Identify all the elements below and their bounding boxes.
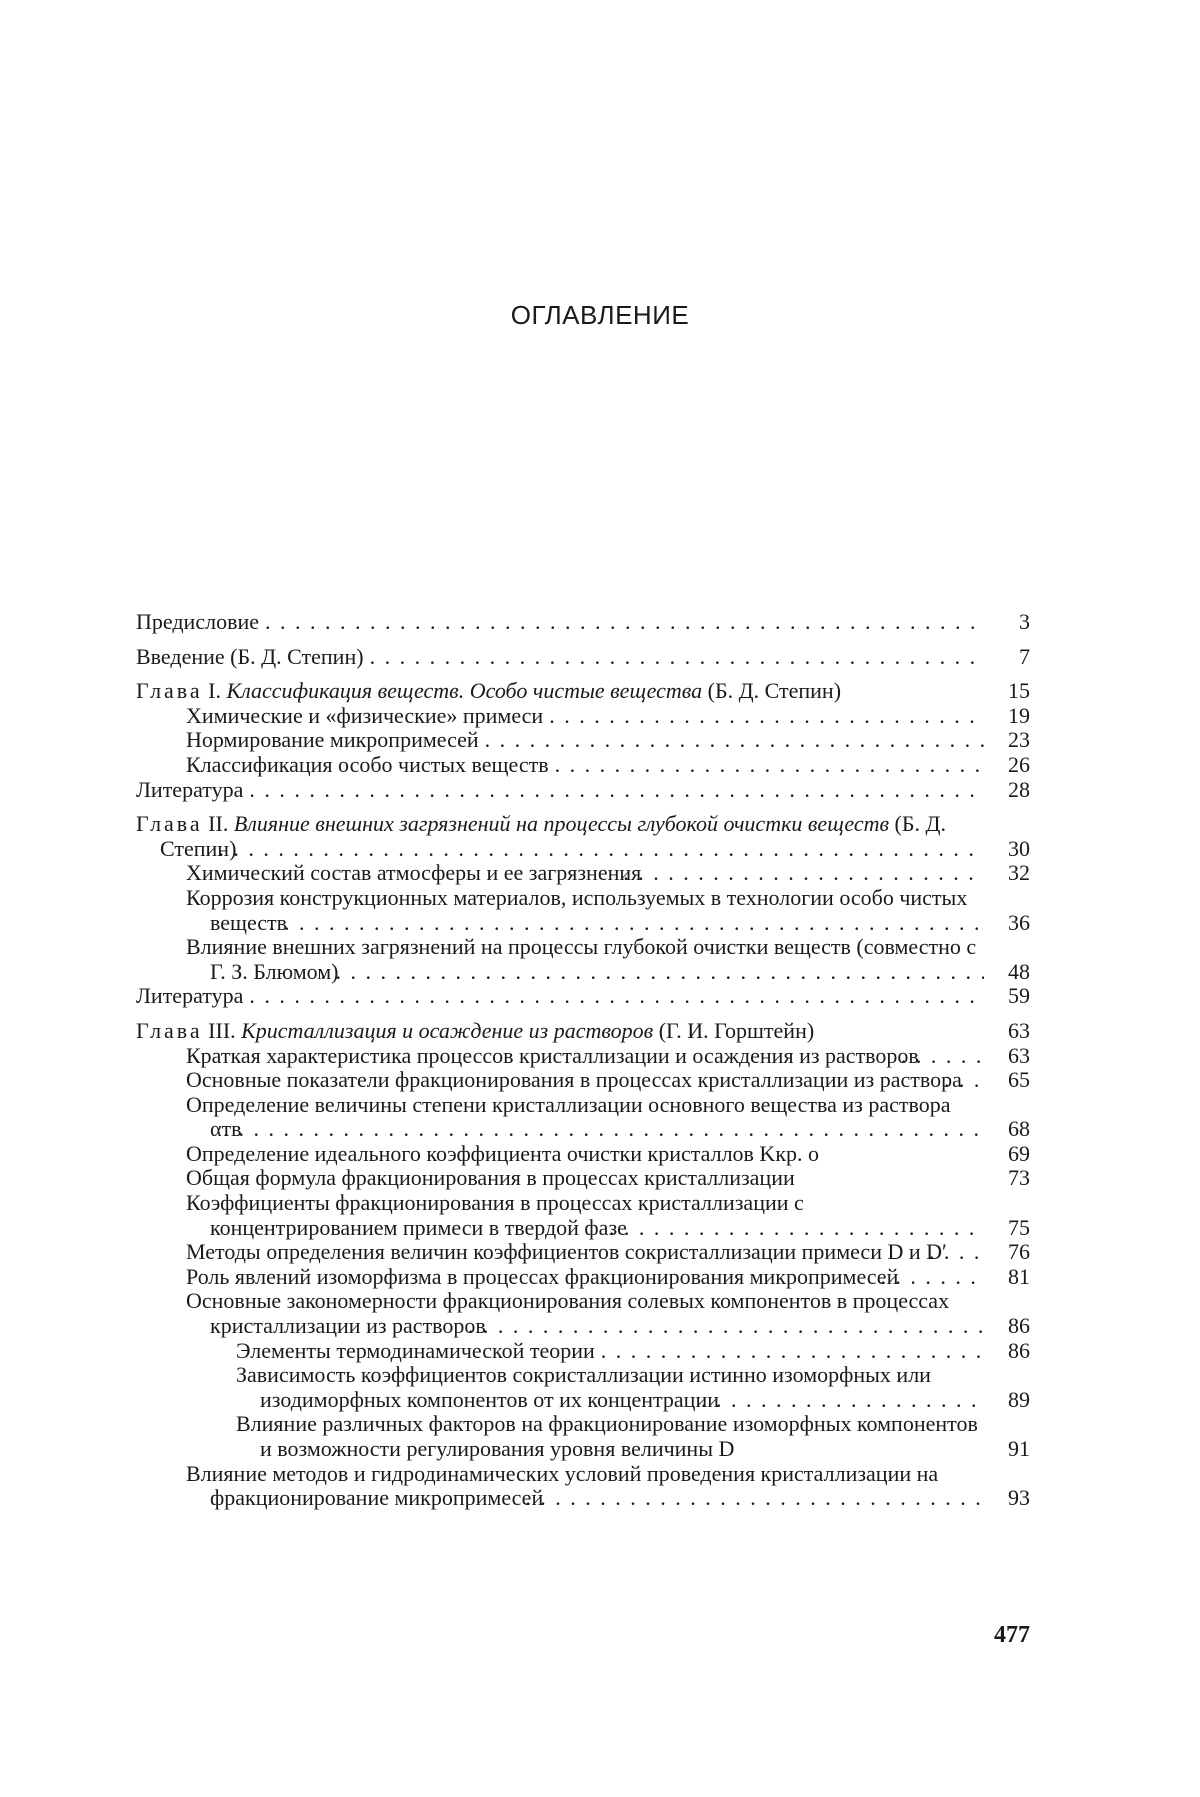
chapter-author: (Г. И. Горштейн) [658,1018,815,1043]
chapter-title: Классификация веществ. Особо чистые вещества [226,679,703,704]
toc-entry-text: Коэффициенты фракционирования в процессах кристаллизации с концентрированием примеси в твердой фазе . . . [186,1191,984,1240]
toc-page-number: 28 [1008,776,1030,802]
toc-page-number: 76 [1008,1239,1030,1265]
toc-entry-text: Элементы термодинамической теории . . . [236,1339,984,1364]
chapter-number: III. [208,1018,236,1043]
toc-entry-text: Химические и «физические» примеси . . . [186,704,984,729]
toc-entry-text: Основные показатели фракционирования в процессах кристаллизации из раствора . . . [186,1068,984,1093]
toc-page-number: 93 [1008,1485,1030,1511]
toc-entry-text [136,1019,984,1044]
page-number: 477 [994,1622,1030,1648]
toc-entry[interactable] [186,1166,1030,1191]
chapter-author: (Б. Д. Степин) [160,812,946,861]
toc-page-number: 3 [1019,609,1030,634]
toc-page-number: 63 [1008,1042,1030,1068]
chapter-prefix: Глава [136,812,203,837]
toc-entry[interactable] [186,1093,1030,1142]
toc-entry[interactable] [186,1289,1030,1338]
toc-page-number: 63 [1008,1017,1030,1043]
toc-page-number: 30 [1008,835,1030,861]
toc-entry-text: Определение величины степени кристаллизации основного вещества из раствора αтв . . . [186,1093,984,1142]
toc-page-number: 75 [1008,1214,1030,1240]
toc-chapter-1[interactable] [136,679,1030,704]
toc-entry[interactable] [186,1240,1030,1265]
toc-entry-literature[interactable] [136,778,1030,803]
toc-entry-text: Основные закономерности фракционирования солевых компонентов в процессах кристаллизации из растворов . . . [186,1289,984,1338]
toc-page-number: 86 [1008,1313,1030,1339]
toc-page-number: 23 [1008,727,1030,753]
toc-entry-text: Введение (Б. Д. Степин) . . . [136,645,984,670]
toc-entry[interactable] [186,861,1030,886]
toc-entry[interactable] [186,753,1030,778]
toc-entry-text: Влияние внешних загрязнений на процессы глубокой очистки веществ (совместно с Г. З. Блюмом) . . . [186,935,984,984]
toc-page-number: 86 [1008,1337,1030,1363]
toc-chapter-3[interactable] [136,1019,1030,1044]
toc-entry[interactable] [186,1068,1030,1093]
toc-page-number: 69 [1008,1140,1030,1166]
chapter-title: Влияние внешних загрязнений на процессы глубокой очистки веществ [233,812,890,837]
toc-entry-text: Коррозия конструкционных материалов, используемых в технологии особо чистых веществ . . . [186,886,984,935]
chapter-prefix: Глава [136,679,203,704]
toc-entry[interactable] [186,728,1030,753]
toc-page-number: 68 [1008,1116,1030,1142]
toc-entry-text [136,679,984,704]
chapter-author: (Б. Д. Степин) [707,679,842,704]
toc-entry[interactable] [186,1044,1030,1069]
toc-page-number: 15 [1008,678,1030,704]
toc-page-number: 7 [1019,643,1030,669]
toc-page-number: 36 [1008,909,1030,935]
toc-page-number: 89 [1008,1386,1030,1412]
toc-entry[interactable] [186,886,1030,935]
toc-entry-text: Краткая характеристика процессов кристаллизации и осаждения из растворов . . . [186,1044,984,1069]
toc-page-number: 19 [1008,702,1030,728]
chapter-title: Кристаллизация и осаждение из растворов [241,1018,654,1043]
toc-entry-text: Влияние методов и гидродинамических условий проведения кристаллизации на фракционирование микропримесей . . . [186,1462,984,1511]
toc-entry[interactable] [186,1462,1030,1511]
toc-entry-text: Классификация особо чистых веществ . . . [186,753,984,778]
toc-page-number: 48 [1008,958,1030,984]
toc-entry[interactable] [186,1191,1030,1240]
toc-subentry[interactable] [236,1339,1030,1364]
toc-entry[interactable] [186,935,1030,984]
toc-entry[interactable] [186,1142,1030,1167]
chapter-prefix: Глава [136,1018,203,1043]
chapter-number: II. [208,812,229,837]
toc-page-number: 81 [1008,1263,1030,1289]
toc-entry-text: Влияние различных факторов на фракционирование изоморфных компонентов и возможности регулирования уровня величины D [236,1412,978,1461]
toc-entry-text: Химический состав атмосферы и ее загрязнения . . . [186,861,984,886]
toc-chapter-2[interactable] [136,812,1030,861]
toc-entry-text [136,812,984,861]
chapter-number: I. [208,679,221,704]
toc-entry-text: Предисловие . . . [136,610,984,635]
toc-entry-literature[interactable] [136,984,1030,1009]
toc-entry-text: Нормирование микропримесей . . . [186,728,984,753]
toc-entry-introduction[interactable] [136,645,1030,670]
page-title: ОГЛАВЛЕНИЕ [510,300,690,330]
toc-subentry[interactable] [236,1363,1030,1412]
toc-page-number: 65 [1008,1067,1030,1093]
toc-entry-text: Общая формула фракционирования в процессах кристаллизации [186,1166,795,1191]
toc-entry[interactable] [186,704,1030,729]
toc-entry-text: Методы определения величин коэффициентов сокристаллизации примеси D и D′ . . . [186,1240,984,1265]
toc-entry-preface[interactable] [136,610,1030,635]
toc-subentry[interactable] [236,1412,1030,1461]
toc-page-number: 26 [1008,751,1030,777]
toc-entry-text: Литература . . . [136,778,984,803]
toc-page-number: 59 [1008,983,1030,1009]
toc-entry-text: Литература . . . [136,984,984,1009]
toc-entry-text: Определение идеального коэффициента очистки кристаллов Kкр. о [186,1141,820,1166]
toc-page-number: 73 [1008,1165,1030,1191]
toc-entry-text: Роль явлений изоморфизма в процессах фракционирования микропримесей . . . [186,1265,984,1290]
toc-entry-text: Зависимость коэффициентов сокристаллизации истинно изоморфных или изодиморфных компонентов от их концентрации . . . [236,1363,984,1412]
toc-entry[interactable] [186,1265,1030,1290]
table-of-contents [136,610,1030,1511]
toc-page-number: 91 [1008,1436,1030,1461]
toc-page-number: 32 [1008,860,1030,886]
